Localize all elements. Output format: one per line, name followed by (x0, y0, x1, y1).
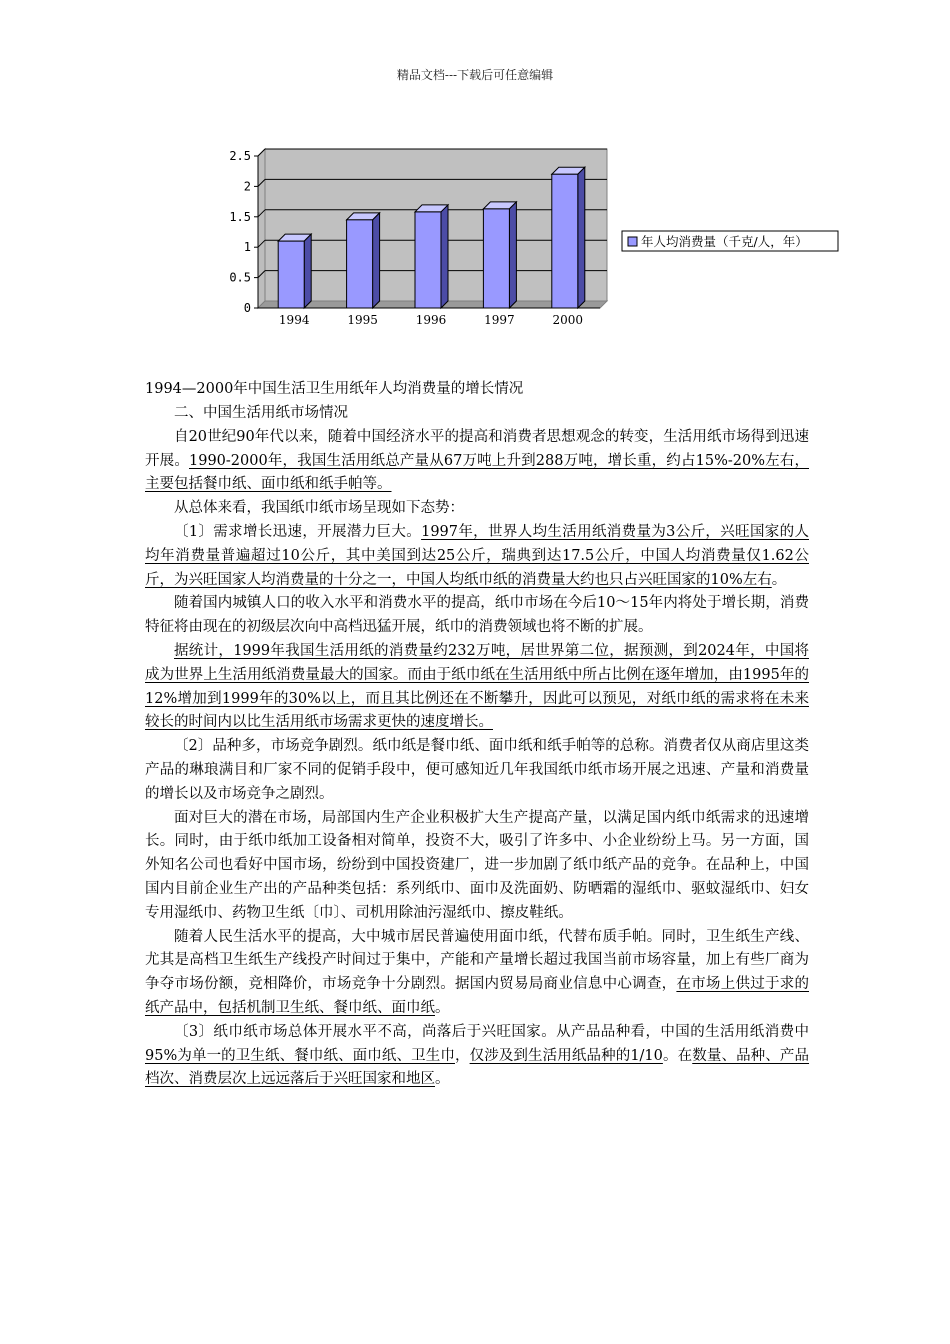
chart-caption: 1994—2000年中国生活卫生用纸年人均消费量的增长情况 (145, 381, 524, 397)
bar (278, 241, 304, 308)
chart-side-wall (258, 149, 265, 308)
paragraph (145, 807, 809, 926)
underlined-text: 1990-2000年，我国生活用纸总产量从67万吨上升到288万吨，增长重，约占15%-20%左右，主要包括餐巾纸、面巾纸和纸手帕等。 (145, 452, 809, 493)
y-tick-label: 1.5 (229, 209, 251, 224)
text-run: 〔2〕品种多，市场竞争剧烈。纸巾纸是餐巾纸、面巾纸和纸手帕等的总称。消费者仅从商店里这类产品的琳琅满目和厂家不同的促销手段中，便可感知近几年我国纸巾纸市场开展之迅速、产量和消费量的增长以及市场竞争之剧烈。 (145, 738, 809, 802)
underlined-text: 数量、品种、产品档次、消费层次上远远落后于兴旺国家和地区 (145, 1047, 810, 1088)
y-tick-label: 0.5 (229, 270, 251, 285)
x-tick-label: 1994 (278, 313, 310, 327)
x-tick-label: 1996 (415, 313, 447, 327)
text-run: 随着人民生活水平的提高，大中城市居民普遍使用面巾纸，代替布质手帕。同时，卫生纸生产线、尤其是高档卫生纸生产线投产时间过于集中，产能和产量增长超过我国当前市场容量，加上有些厂商为争夺市场份额，竞相降价，市场竞争十分剧烈。据国内贸易局商业信息中心调查， (145, 928, 809, 993)
paragraph (145, 640, 809, 735)
paragraph (145, 1021, 809, 1092)
underlined-text: 1997年，世界人均生活用纸消费量为3公斤，兴旺国家的人均年消费量普遍超过10公斤，其中美国到达25公斤，瑞典到达17.5公斤，中国人均消费量仅1.62公斤，为兴旺国家人均消费量的十分之一，中国人均纸巾纸的消费量大约也只占兴旺国家的10%左右 (145, 523, 809, 588)
text-run: 。 (771, 571, 787, 588)
paragraph (145, 497, 809, 521)
paragraph (145, 592, 809, 640)
bar (415, 212, 441, 308)
paragraph (145, 735, 809, 806)
text-run: 自20世纪90年代以来，随着中国经济水平的提高和消费者思想观念的转变，生活用纸市场得到迅速开展。 (145, 428, 809, 469)
x-tick-label: 1995 (347, 313, 378, 327)
y-tick-label: 1 (243, 240, 251, 255)
bar (552, 174, 578, 308)
text-run: 。 (435, 999, 450, 1016)
bar (347, 220, 373, 308)
x-tick-label: 2000 (552, 313, 584, 327)
page-header: 精品文档---下载后可任意编辑 (396, 68, 554, 82)
text-run: 随着国内城镇人口的收入水平和消费水平的提高，纸巾市场在今后10～15年内将处于增长期，消费特征将由现在的初级层次向中高档迅猛开展，纸巾的消费领域也将不断的扩展。 (145, 595, 809, 636)
underlined-text: 在市场上供过于求的纸产品中，包括机制卫生纸、餐巾纸、面巾纸 (145, 976, 809, 1016)
text-run: ， (454, 1047, 470, 1064)
text-run: 〔3〕纸巾纸市场总体开展水平不高，尚落后于兴旺国家。从产品品种看，中国的生活用纸消费中 (174, 1023, 809, 1040)
section-heading (145, 402, 809, 426)
text-run: 二、中国生活用纸市场情况 (174, 405, 348, 421)
text-run: 从总体来看，我国纸巾纸市场呈现如下态势： (174, 500, 464, 517)
legend-swatch (628, 237, 637, 246)
paragraph (145, 426, 809, 497)
underlined-text: 95%为单一的卫生纸、餐巾纸、面巾纸、卫生巾 (145, 1047, 455, 1064)
bar-side (578, 167, 585, 308)
y-tick-label: 0 (243, 301, 251, 315)
paragraph (145, 926, 809, 1021)
text-run: 面对巨大的潜在市场，局部国内生产企业积极扩大生产提高产量，以满足国内纸巾纸需求的迅速增长。同时，由于纸巾纸加工设备相对简单，投资不大，吸引了许多中、小企业纷纷上马。另一方面，国外知名公司也看好中国市场，纷纷到中国投资建厂，进一步加剧了纸巾纸产品的竞争。在品种上，中国国内目前企业生产出的产品种类包括：系列纸巾、面巾及洗面奶、防晒霜的湿纸巾、驱蚊湿纸巾、妇女专用湿纸巾、药物卫生纸〔巾〕、司机用除油污湿纸巾、擦皮鞋纸。 (145, 809, 809, 921)
x-tick-label: 1997 (484, 313, 515, 327)
y-tick-label: 2.5 (229, 149, 251, 163)
legend-label: 年人均消费量（千克/人，年） (641, 234, 808, 249)
bar (483, 209, 509, 308)
article-body (145, 402, 809, 1092)
underlined-text: 仅涉及到生活用纸品种的1/10 (469, 1047, 663, 1064)
text-run: 〔1〕需求增长迅速，开展潜力巨大。 (174, 523, 422, 540)
text-run: 。在 (662, 1047, 693, 1064)
bar-side (373, 213, 380, 308)
consumption-bar-chart (210, 140, 850, 340)
paragraph (145, 521, 809, 592)
y-tick-label: 2 (243, 179, 251, 194)
underlined-text: 据统计，1999年我国生活用纸的消费量约232万吨，居世界第二位，据预测，到2024年，中国将成为世界上生活用纸消费量最大的国家。而由于纸巾纸在生活用纸中所占比例在逐年增加，由1995年的12%增加到1999年的30%以上，而且其比例还在不断攀升，因此可以预见，对纸巾纸的需求将在未来较长的时间内以比生活用纸市场需求更快的速度增长。 (145, 642, 809, 731)
text-run: 。 (435, 1071, 450, 1088)
bar-side (509, 202, 516, 308)
bar-side (441, 205, 448, 308)
bar-side (304, 234, 311, 308)
